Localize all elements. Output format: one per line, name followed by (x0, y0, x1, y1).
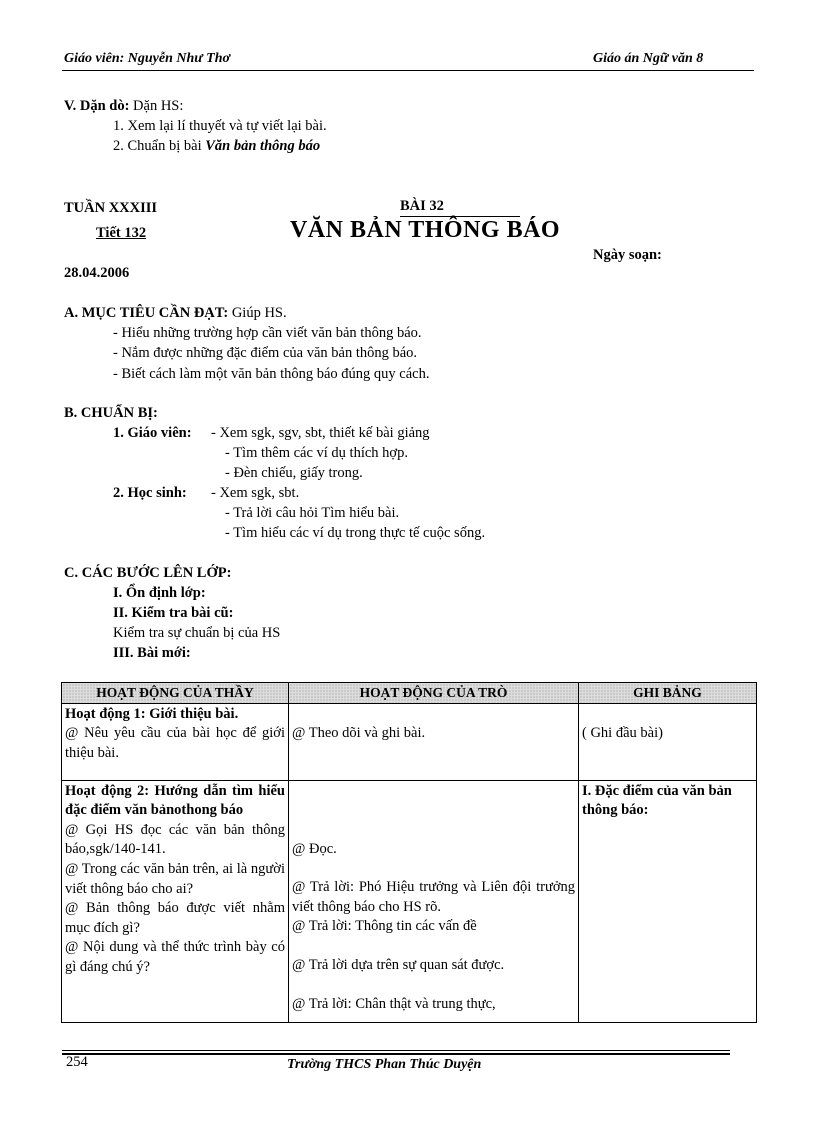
activity-2-answer: @ Trả lời: Thông tin các vấn đề (292, 918, 477, 935)
activity-1-board-text: ( Ghi đầu bài) (582, 724, 663, 741)
page-number: 254 (66, 1054, 88, 1070)
row1-board-cell (579, 703, 757, 780)
header-teacher-name: Giáo viên: Nguyễn Như Thơ (64, 51, 231, 66)
activity-2-question: @ Trong các văn bản trên, ai là người viết thông báo cho ai? (65, 860, 285, 897)
week-label: TUẦN XXXIII (64, 200, 158, 216)
row2-student-cell (289, 780, 579, 1022)
teacher-prep-label: 1. Giáo viên: (113, 425, 192, 441)
student-prep-item: - Xem sgk, sbt. (211, 485, 300, 501)
homework-lead: Dặn HS: (129, 98, 184, 114)
table-row (62, 703, 757, 780)
student-prep-label: 2. Học sinh: (113, 485, 187, 501)
step-3: III. Bài mới: (113, 645, 191, 661)
objective-item: - Nắm được những đặc điểm của văn bản thông báo. (113, 345, 418, 361)
homework-item-2-title: Văn bản thông báo (205, 138, 321, 154)
teacher-prep-item: - Đèn chiếu, giấy trong. (225, 465, 363, 481)
header-board-notes: GHI BẢNG (579, 683, 757, 704)
period-label: Tiết 132 (96, 225, 147, 241)
step-1: I. Ổn định lớp: (113, 585, 206, 601)
objective-item: - Hiểu những trường hợp cần viết văn bản thông báo. (113, 325, 422, 341)
header-rule (62, 70, 754, 71)
table-header-row (62, 683, 757, 704)
objectives-lead: Giúp HS. (228, 305, 287, 321)
activity-1-title: Hoạt động 1: Giới thiệu bài. (65, 705, 239, 722)
homework-item-1: 1. Xem lại lí thuyết và tự viết lại bài. (113, 118, 327, 134)
preparation-date: 28.04.2006 (64, 265, 130, 281)
activity-1-teacher-text: @ Nêu yêu cầu của bài học để giới thiệu bài. (65, 725, 285, 761)
footer-rule (62, 1053, 730, 1055)
objectives-heading: A. MỤC TIÊU CẦN ĐẠT: (64, 305, 229, 321)
row1-student-cell (289, 703, 579, 780)
homework-item-2-prefix: 2. Chuẩn bị bài (113, 138, 206, 154)
objectives-line (64, 305, 287, 322)
activity-2-board-text: I. Đặc điểm của văn bản thông báo: (582, 782, 732, 819)
activity-2-answer: @ Đọc. (292, 840, 337, 857)
activity-1-student-text: @ Theo dõi và ghi bài. (292, 724, 426, 741)
activity-2-question: @ Nội dung và thể thức trình bày có gì đáng chú ý? (65, 939, 285, 975)
row2-teacher-cell (62, 780, 289, 1022)
header-teacher-activity: HOẠT ĐỘNG CỦA THẦY (62, 683, 289, 704)
row1-teacher-cell (62, 703, 289, 780)
preparation-heading: B. CHUẨN BỊ: (64, 405, 158, 421)
teacher-prep-item: - Xem sgk, sgv, sbt, thiết kế bài giảng (211, 425, 430, 441)
activity-2-answer: @ Trả lời: Chân thật và trung thực, (292, 995, 496, 1012)
footer-rule (62, 1050, 730, 1051)
table-row (62, 780, 757, 1022)
student-prep-item: - Trả lời câu hỏi Tìm hiểu bài. (225, 505, 400, 521)
step-2: II. Kiểm tra bài cũ: (113, 605, 234, 621)
homework-line (64, 98, 183, 115)
teacher-prep-item: - Tìm thêm các ví dụ thích hợp. (225, 445, 408, 461)
activity-2-question: @ Bản thông báo được viết nhằm mục đích gì? (65, 900, 285, 936)
activity-2-answer: @ Trả lời: Phó Hiệu trưởng và Liên đội trưởng viết thông báo cho HS rõ. (292, 879, 575, 915)
header-subject: Giáo án Ngữ văn 8 (593, 51, 704, 66)
header-student-activity: HOẠT ĐỘNG CỦA TRÒ (289, 683, 579, 704)
activity-2-answer: @ Trả lời dựa trên sự quan sát được. (292, 956, 505, 973)
footer-school: Trường THCS Phan Thúc Duyện (287, 1057, 482, 1072)
activity-2-title: Hoạt động 2: Hướng dẫn tìm hiểu đặc điểm văn bảnothong báo (65, 782, 285, 819)
lesson-title: VĂN BẢN THÔNG BÁO (290, 217, 561, 243)
date-label: Ngày soạn: (593, 247, 662, 263)
homework-heading: V. Dặn dò: (64, 98, 130, 114)
activity-table (61, 682, 757, 1023)
lesson-number: BÀI 32 (400, 198, 444, 214)
student-prep-item: - Tìm hiểu các ví dụ trong thực tế cuộc sống. (225, 525, 486, 541)
activity-2-question: @ Gọi HS đọc các văn bản thông báo,sgk/140-141. (65, 821, 285, 858)
step-2-text: Kiểm tra sự chuẩn bị của HS (113, 625, 281, 641)
objective-item: - Biết cách làm một văn bản thông báo đúng quy cách. (113, 366, 430, 382)
row2-board-cell (579, 780, 757, 1022)
homework-item-2 (113, 138, 320, 155)
steps-heading: C. CÁC BƯỚC LÊN LỚP: (64, 565, 232, 581)
